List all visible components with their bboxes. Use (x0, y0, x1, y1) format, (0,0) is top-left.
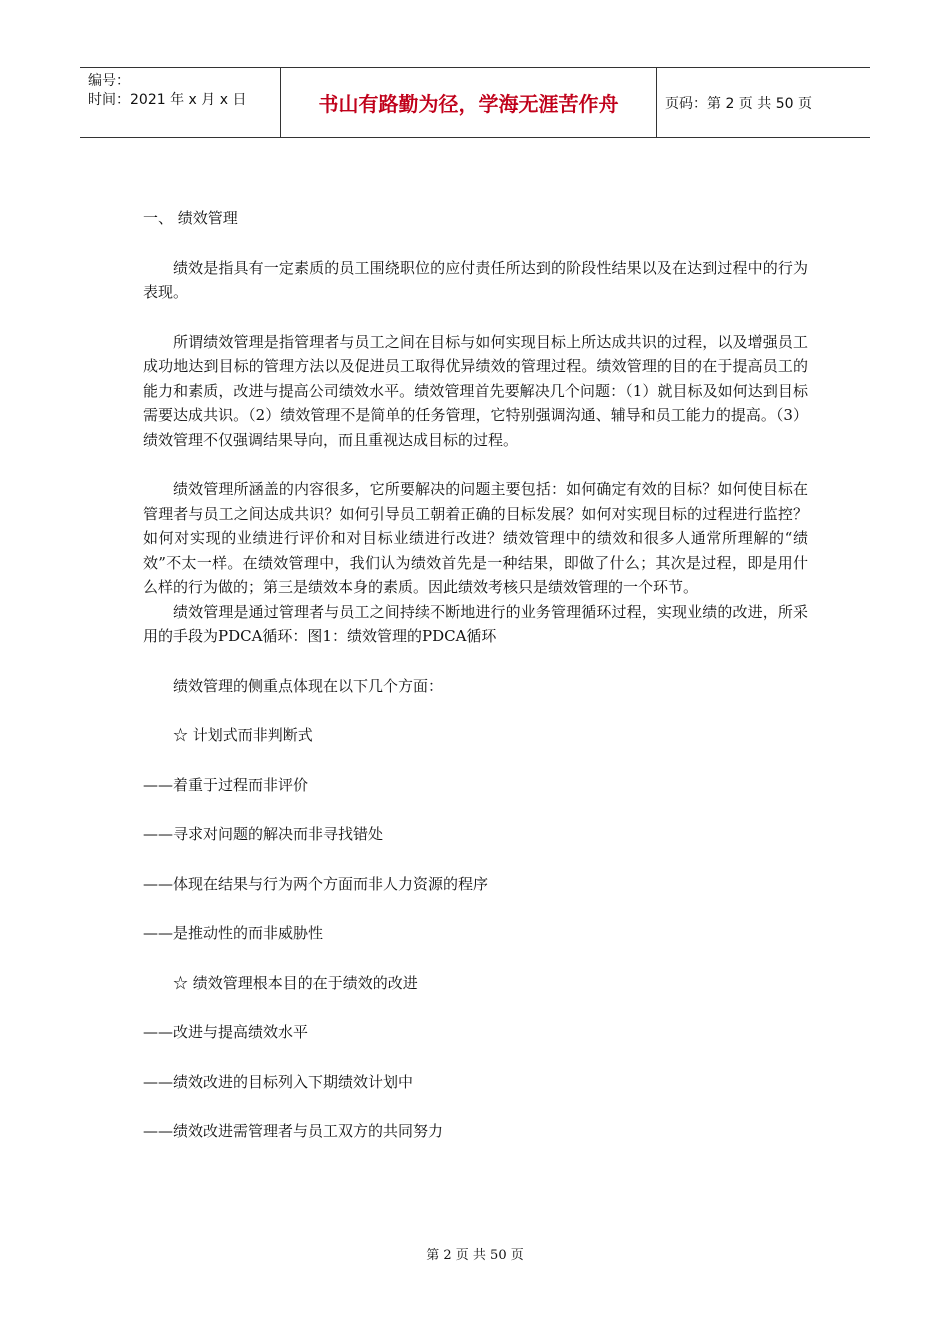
dash-item-6: ——绩效改进的目标列入下期绩效计划中 (143, 1072, 414, 1091)
paragraph-4: 绩效管理是通过管理者与员工之间持续不断地进行的业务管理循环过程，实现业绩的改进，所采用的手段为PDCA循环：图1：绩效管理的PDCA循环 (143, 602, 808, 645)
header-motto: 书山有路勤为径，学海无涯苦作舟 (281, 68, 657, 137)
star-item-2: ☆ 绩效管理根本目的在于绩效的改进 (173, 973, 418, 992)
time-label: 时间：2021 年 x 月 x 日 (88, 92, 247, 108)
paragraph-1: 绩效是指具有一定素质的员工围绕职位的应付责任所达到的阶段性结果以及在达到过程中的行为表现。 (143, 258, 808, 301)
star-item-1: ☆ 计划式而非判断式 (173, 726, 313, 744)
dash-item-5: ——改进与提高绩效水平 (143, 1023, 309, 1041)
dash-item-2: ——寻求对问题的解决而非寻找错处 (143, 825, 384, 843)
page-footer: 第 2 页 共 50 页 (426, 1248, 524, 1263)
dash-item-4: ——是推动性的而非威胁性 (143, 924, 324, 942)
number-label: 编号： (88, 73, 130, 89)
document-header (80, 67, 870, 138)
paragraph-3: 绩效管理所涵盖的内容很多，它所要解决的问题主要包括：如何确定有效的目标？如何使目标在管理者与员工之间达成共识？如何引导员工朝着正确的目标发展？如何对实现目标的过程进行监控？如何对实现的业绩进行评价和对目标业绩进行改进？绩效管理中的绩效和很多人通常所理解的“绩效”不太一样。在绩效管理中，我们认为绩效首先是一种结果，即做了什么；其次是过程，即是用什么样的行为做的；第三是绩效本身的素质。因此绩效考核只是绩效管理的一个环节。 (143, 480, 808, 596)
dash-item-1: ——着重于过程而非评价 (143, 775, 309, 794)
header-page-info: 页码：第 2 页 共 50 页 (665, 95, 812, 112)
section-title: 一、 绩效管理 (143, 209, 238, 227)
document-body (143, 206, 808, 1144)
paragraph-5: 绩效管理的侧重点体现在以下几个方面： (173, 676, 444, 695)
paragraph-2: 所谓绩效管理是指管理者与员工之间在目标与如何实现目标上所达成共识的过程，以及增强员工成功地达到目标的管理方法以及促进员工取得优异绩效的管理过程。绩效管理的目的在于提高员工的能力和素质，改进与提高公司绩效水平。绩效管理首先要解决几个问题：（1）就目标及如何达到目标需要达成共识。（2）绩效管理不是简单的任务管理，它特别强调沟通、辅导和员工能力的提高。（3）绩效管理不仅强调结果导向，而且重视达成目标的过程。 (143, 332, 808, 449)
header-meta (80, 68, 281, 137)
dash-item-3: ——体现在结果与行为两个方面而非人力资源的程序 (143, 874, 489, 893)
dash-item-7: ——绩效改进需管理者与员工双方的共同努力 (143, 1122, 444, 1140)
